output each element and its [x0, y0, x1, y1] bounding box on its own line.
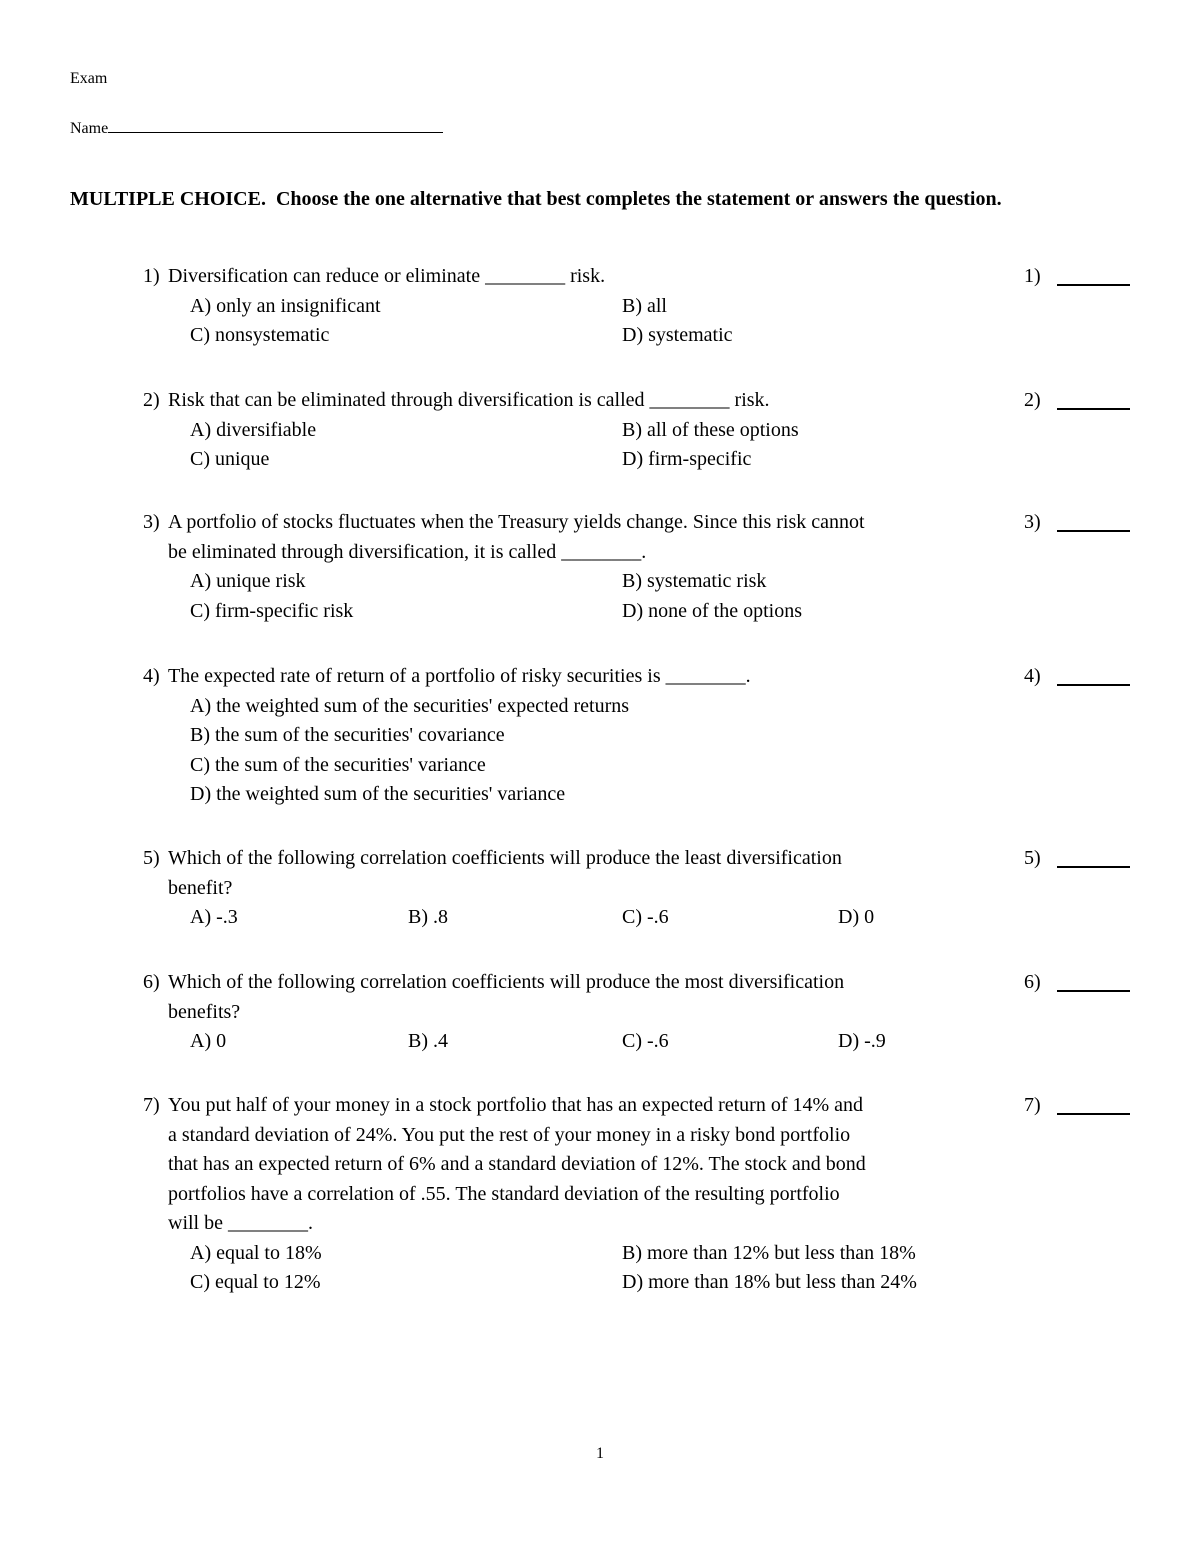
answer-number: 7) [1024, 1094, 1041, 1116]
exam-title: Exam [70, 70, 108, 87]
option-c[interactable]: C) -.6 [622, 1030, 669, 1052]
stem-line: be eliminated through diversification, it is called ________. [168, 540, 647, 563]
name-label: Name [70, 120, 109, 137]
instructions [70, 185, 1090, 214]
stem-line: A portfolio of stocks fluctuates when the Treasury yields change. Since this risk cannot [168, 511, 865, 533]
stem-line: a standard deviation of 24%. You put the rest of your money in a risky bond portfolio [168, 1123, 851, 1146]
answer-blank[interactable] [1057, 530, 1130, 532]
page-number: 1 [596, 1445, 604, 1462]
section-heading: MULTIPLE CHOICE. [70, 188, 266, 210]
option-d[interactable]: D) -.9 [838, 1030, 886, 1052]
answer-number: 2) [1024, 389, 1041, 411]
stem-line: benefits? [168, 1000, 241, 1023]
stem-line: benefit? [168, 876, 233, 899]
option-d[interactable]: D) systematic [622, 324, 733, 346]
option-a[interactable]: A) equal to 18% [190, 1241, 322, 1264]
option-d[interactable]: D) the weighted sum of the securities' variance [190, 783, 566, 805]
option-c[interactable]: C) equal to 12% [190, 1271, 321, 1293]
answer-blank[interactable] [1057, 866, 1130, 868]
answer-blank[interactable] [1057, 284, 1130, 286]
question-stem [143, 508, 1003, 567]
answer-number: 5) [1024, 847, 1041, 869]
option-a[interactable]: A) diversifiable [190, 418, 317, 441]
answer-blank[interactable] [1057, 990, 1130, 992]
answer-blank[interactable] [1057, 408, 1130, 410]
option-c[interactable]: C) firm-specific risk [190, 599, 354, 622]
option-b[interactable]: B) systematic risk [622, 570, 767, 592]
name-field [70, 118, 443, 138]
option-b[interactable]: B) more than 12% but less than 18% [622, 1241, 916, 1264]
option-a[interactable]: A) 0 [190, 1030, 227, 1052]
stem-line: You put half of your money in a stock portfolio that has an expected return of 14% and [168, 1094, 864, 1116]
question-number: 1) [143, 265, 160, 287]
question-stem [143, 386, 1003, 416]
stem-line: Diversification can reduce or eliminate ________ risk. [168, 265, 606, 287]
option-a[interactable]: A) -.3 [190, 906, 238, 928]
question-stem [143, 968, 1003, 1027]
option-b[interactable]: B) .4 [408, 1030, 448, 1052]
answer-blank[interactable] [1057, 1113, 1130, 1115]
option-a[interactable]: A) the weighted sum of the securities' expected returns [190, 694, 630, 717]
option-b[interactable]: B) the sum of the securities' covariance [190, 724, 505, 746]
answer-number: 1) [1024, 265, 1041, 287]
question-number: 7) [143, 1094, 160, 1116]
option-b[interactable]: B) all of these options [622, 418, 799, 441]
stem-line: The expected rate of return of a portfolio of risky securities is ________. [168, 665, 751, 687]
stem-line: portfolios have a correlation of .55. The standard deviation of the resulting portfolio [168, 1182, 840, 1205]
question-number: 6) [143, 971, 160, 993]
option-c[interactable]: C) unique [190, 448, 270, 470]
stem-line: Which of the following correlation coefficients will produce the most diversification [168, 971, 845, 993]
question-number: 3) [143, 511, 160, 533]
option-c[interactable]: C) nonsystematic [190, 324, 330, 346]
question-number: 4) [143, 665, 160, 687]
question-stem [143, 262, 1003, 292]
question-number: 2) [143, 389, 160, 411]
option-d[interactable]: D) 0 [838, 906, 875, 928]
stem-line: that has an expected return of 6% and a standard deviation of 12%. The stock and bond [168, 1153, 866, 1175]
option-b[interactable]: B) .8 [408, 906, 448, 928]
option-a[interactable]: A) only an insignificant [190, 294, 381, 317]
name-blank-line[interactable] [108, 118, 443, 133]
option-a[interactable]: A) unique risk [190, 570, 306, 592]
question-stem [143, 844, 1003, 903]
answer-number: 3) [1024, 511, 1041, 533]
option-c[interactable]: C) the sum of the securities' variance [190, 753, 486, 776]
option-c[interactable]: C) -.6 [622, 906, 669, 928]
stem-line: will be ________. [168, 1212, 313, 1234]
question-stem [143, 1091, 1003, 1239]
answer-number: 4) [1024, 665, 1041, 687]
stem-line: Which of the following correlation coefficients will produce the least diversification [168, 847, 842, 869]
stem-line: Risk that can be eliminated through diversification is called ________ risk. [168, 389, 770, 411]
question-stem [143, 662, 1003, 692]
option-d[interactable]: D) firm-specific [622, 448, 752, 470]
answer-number: 6) [1024, 971, 1041, 993]
option-d[interactable]: D) none of the options [622, 599, 802, 622]
question-number: 5) [143, 847, 160, 869]
option-d[interactable]: D) more than 18% but less than 24% [622, 1271, 917, 1293]
answer-blank[interactable] [1057, 684, 1130, 686]
option-b[interactable]: B) all [622, 294, 667, 317]
instructions-text: Choose the one alternative that best completes the statement or answers the question. [275, 188, 1002, 210]
